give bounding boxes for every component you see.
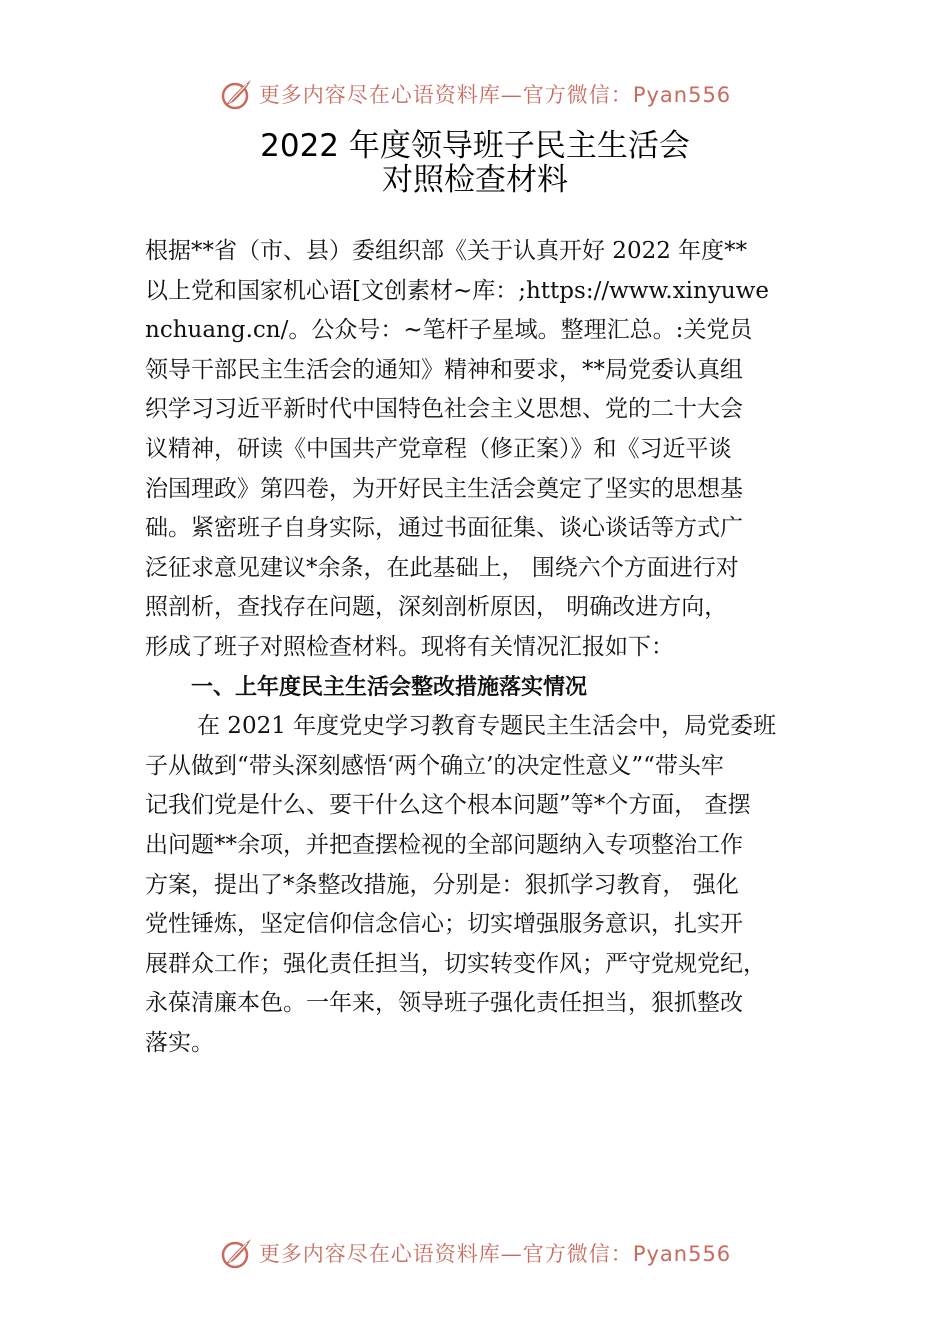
text-line: 础。紧密班子自身实际，通过书面征集、谈心谈话等方式广 bbox=[145, 515, 743, 542]
section-heading: 一、上年度民主生活会整改措施落实情况 bbox=[191, 674, 588, 700]
document-title-line2: 对照检查材料 bbox=[382, 162, 568, 198]
text-line: 落实。 bbox=[145, 1029, 214, 1056]
text-line: 在 2021 年度党史学习教育专题民主生活会中，局党委班 bbox=[197, 713, 777, 740]
quill-logo-icon bbox=[219, 76, 255, 112]
text-line: 形成了班子对照检查材料。现将有关情况汇报如下： bbox=[145, 633, 674, 660]
text-line: 领导干部民主生活会的通知》精神和要求，**局党委认真组 bbox=[145, 356, 743, 383]
text-line: 议精神，研读《中国共产党章程（修正案）》和《习近平谈 bbox=[145, 435, 732, 462]
watermark-text: 更多内容尽在心语资料库—官方微信： bbox=[258, 83, 633, 107]
text-line: 织学习习近平新时代中国特色社会主义思想、党的二十大会 bbox=[145, 396, 743, 423]
paragraph-section1 bbox=[145, 707, 815, 1063]
text-line: 永葆清廉本色。一年来，领导班子强化责任担当，狠抓整改 bbox=[145, 990, 743, 1017]
text-line: 展群众工作；强化责任担当，切实转变作风；严守党规党纪， bbox=[145, 950, 766, 977]
text-line: 照剖析，查找存在问题，深刻剖析原因， 明确改进方向， bbox=[145, 594, 728, 621]
text-line: 子从做到“带头深刻感悟‘两个确立’的决定性意义”“带头牢 bbox=[145, 752, 724, 779]
text-line: 根据**省（市、县）委组织部《关于认真开好 2022 年度** bbox=[145, 238, 748, 264]
text-line: 泛征求意见建议*余条，在此基础上， 围绕六个方面进行对 bbox=[145, 554, 739, 581]
watermark-header bbox=[0, 72, 950, 116]
text-line: 治国理政》第四卷，为开好民主生活会奠定了坚实的思想基 bbox=[145, 475, 743, 502]
watermark-wechat-id: Pyan556 bbox=[632, 1242, 732, 1266]
text-line: 出问题**余项，并把查摆检视的全部问题纳入专项整治工作 bbox=[145, 831, 743, 858]
watermark-text: 更多内容尽在心语资料库—官方微信： bbox=[258, 1242, 633, 1266]
text-line: 党性锤炼，坚定信仰信念信心；切实增强服务意识，扎实开 bbox=[145, 911, 743, 938]
paragraph-intro bbox=[145, 232, 815, 668]
text-line: nchuang.cn/。公众号：~笔杆子星域。整理汇总。:关党员 bbox=[145, 317, 753, 344]
watermark-footer bbox=[0, 1231, 950, 1275]
text-line: 以上党和国家机心语[文创素材~库：;https://www.xinyuwe bbox=[145, 277, 769, 304]
watermark-wechat-id: Pyan556 bbox=[632, 83, 732, 107]
quill-logo-icon bbox=[219, 1235, 255, 1271]
document-body bbox=[145, 232, 815, 1063]
text-line: 记我们党是什么、要干什么这个根本问题”等*个方面， 查摆 bbox=[145, 792, 751, 819]
document-title-line1: 2022 年度领导班子民主生活会 bbox=[260, 128, 690, 164]
text-line: 方案，提出了*条整改措施，分别是：狠抓学习教育， 强化 bbox=[145, 871, 739, 898]
